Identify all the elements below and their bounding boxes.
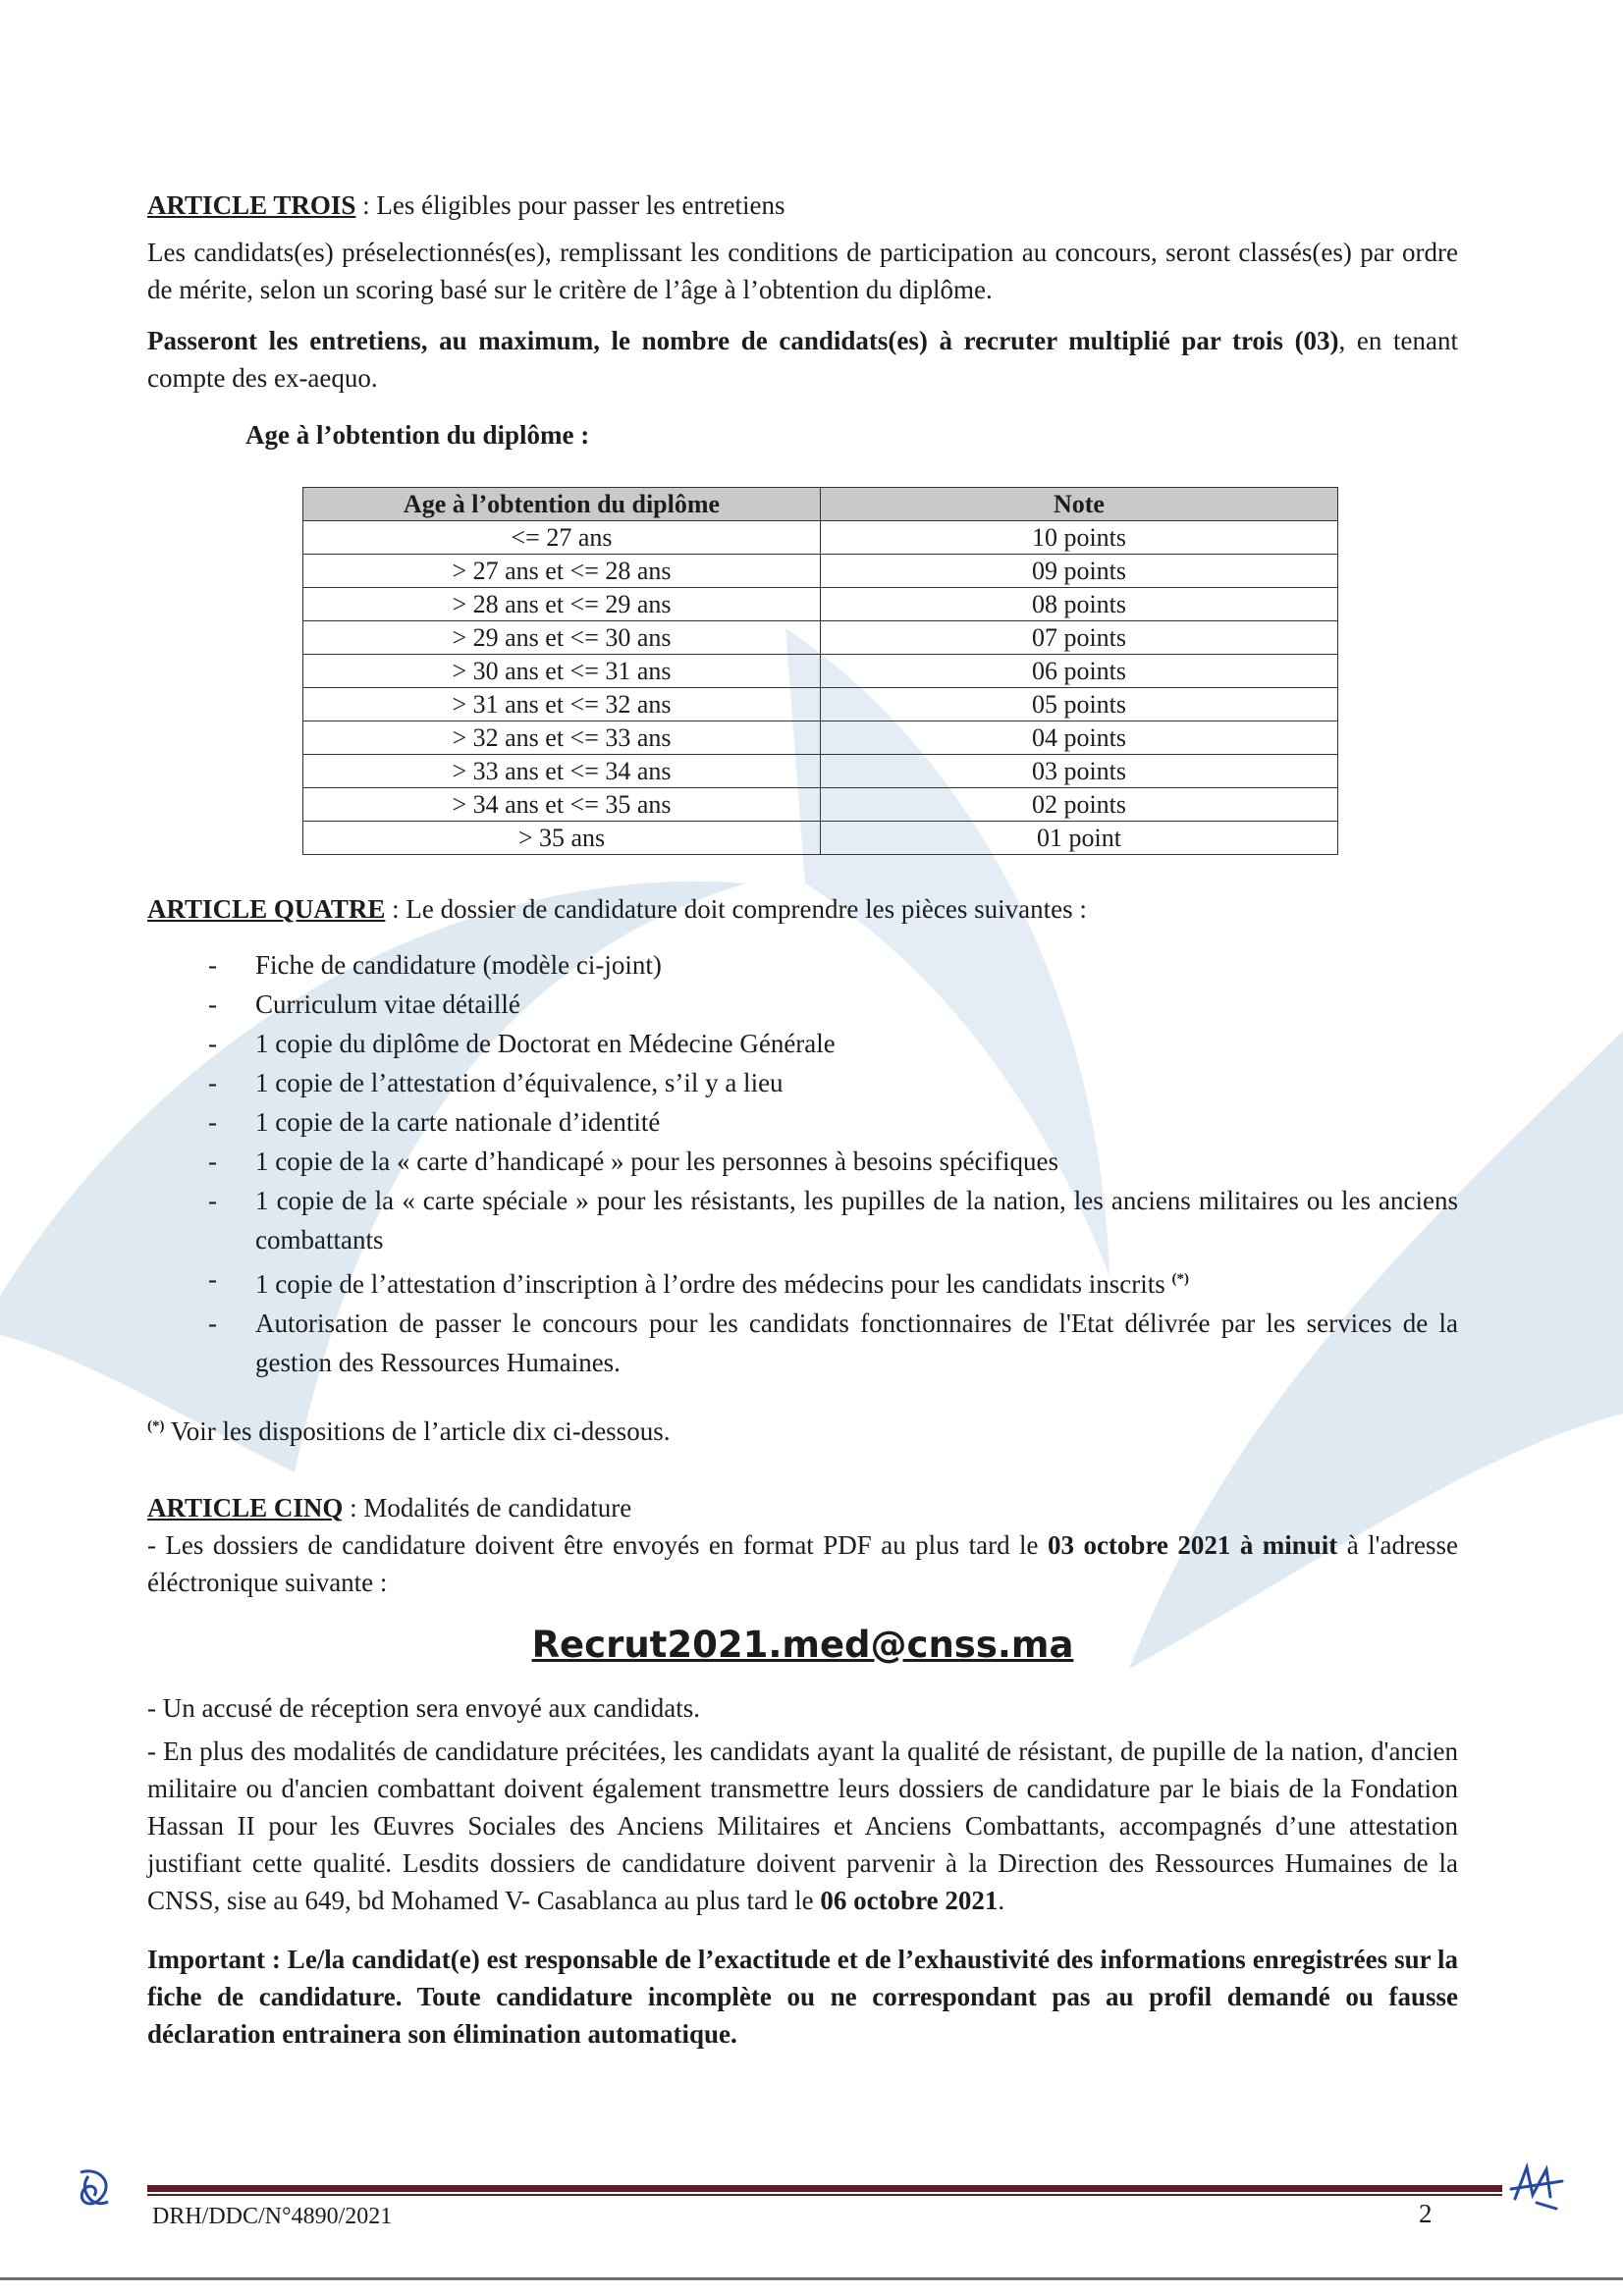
list-item-text: Curriculum vitae détaillé: [255, 989, 520, 1019]
required-documents-list: [147, 945, 1458, 1382]
page-number: 2: [1419, 2199, 1433, 2228]
list-item: [147, 1304, 1458, 1382]
table-row: [303, 755, 1338, 788]
article-3-title: ARTICLE TROIS: [147, 190, 356, 220]
table-header-note: Note: [821, 488, 1338, 521]
list-item-text: 1 copie de la « carte d’handicapé » pour les personnes à besoins spécifiques: [255, 1147, 1058, 1176]
article-3-paragraph-2-rest: , en tenant compte des ex-aequo.: [147, 326, 1458, 393]
table-cell-note: 04 points: [821, 721, 1338, 755]
table-cell-age: > 34 ans et <= 35 ans: [303, 788, 821, 822]
table-cell-note: 08 points: [821, 588, 1338, 621]
list-item-text: 1 copie de la carte nationale d’identité: [255, 1107, 661, 1137]
table-row: [303, 655, 1338, 688]
table-header-age: Age à l’obtention du diplôme: [303, 488, 821, 521]
list-item: [147, 985, 1458, 1024]
list-item: [147, 1181, 1458, 1259]
article-5-paragraph-3: [147, 1733, 1458, 1919]
article-5-title: ARTICLE CINQ: [147, 1493, 344, 1522]
footnote-marker: (*): [147, 1418, 165, 1434]
footer-rule: [147, 2185, 1502, 2192]
table-header-row: [303, 488, 1338, 521]
list-item: [147, 1259, 1458, 1304]
list-item-text: 1 copie du diplôme de Doctorat en Médecine Générale: [255, 1029, 836, 1058]
article-3-heading: [147, 187, 1458, 224]
list-dash: -: [208, 1068, 217, 1097]
document-reference: DRH/DDC/N°4890/2021: [152, 2204, 393, 2229]
footnote-marker: (*): [1171, 1271, 1189, 1287]
table-cell-age: > 32 ans et <= 33 ans: [303, 721, 821, 755]
table-cell-note: 07 points: [821, 621, 1338, 655]
table-cell-note: 05 points: [821, 688, 1338, 721]
list-dash: -: [208, 1308, 217, 1338]
footer-rule-thin: [147, 2194, 1502, 2196]
list-item-text: 1 copie de l’attestation d’équivalence, s’il y a lieu: [255, 1068, 784, 1097]
list-dash: -: [208, 989, 217, 1019]
list-dash: -: [208, 1147, 217, 1176]
list-item: [147, 945, 1458, 985]
table-cell-note: 03 points: [821, 755, 1338, 788]
important-notice: Important : Le/la candidat(e) est responsable de l’exactitude et de l’exhaustivité des informations enregistrées sur la fiche de candidature. Toute candidature incomplète ou ne correspondant pas au profil demandé ou fausse déclaration entrainera son élimination automatique.: [147, 1945, 1458, 2049]
table-cell-age: > 27 ans et <= 28 ans: [303, 555, 821, 588]
article-5-heading: [147, 1489, 1458, 1526]
article-3-paragraph-1: Les candidats(es) préselectionnés(es), remplissant les conditions de participation au concours, seront classés(es) par ordre de mérite, selon un scoring basé sur le critère de l’âge à l’obtention du diplôme.: [147, 238, 1458, 304]
list-item-text: 1 copie de l’attestation d’inscription à l’ordre des médecins pour les candidats inscrits: [255, 1269, 1172, 1299]
table-cell-age: > 31 ans et <= 32 ans: [303, 688, 821, 721]
footnote-text: Voir les dispositions de l’article dix ci-dessous.: [164, 1416, 671, 1446]
article-3-paragraph-2: [147, 322, 1458, 397]
table-cell-note: 09 points: [821, 555, 1338, 588]
list-item-text: 1 copie de la « carte spéciale » pour les résistants, les pupilles de la nation, les anciens militaires ou les anciens combattants: [255, 1186, 1458, 1255]
article-5-paragraph-1: [147, 1526, 1458, 1601]
list-item: [147, 1102, 1458, 1142]
list-item: [147, 1063, 1458, 1102]
cnss-logo-icon: [71, 2164, 120, 2214]
table-row: [303, 521, 1338, 555]
list-item: [147, 1142, 1458, 1181]
article-4-title: ARTICLE QUATRE: [147, 894, 386, 924]
table-cell-age: > 35 ans: [303, 822, 821, 855]
table-cell-note: 06 points: [821, 655, 1338, 688]
article-5-paragraph-3-end: .: [998, 1886, 1005, 1915]
list-dash: -: [208, 1264, 217, 1294]
article-5-heading-text: : Modalités de candidature: [343, 1493, 632, 1522]
table-row: [303, 688, 1338, 721]
table-cell-age: > 28 ans et <= 29 ans: [303, 588, 821, 621]
table-cell-age: <= 27 ans: [303, 521, 821, 555]
article-3-heading-text: : Les éligibles pour passer les entretiens: [355, 190, 785, 220]
article-3-paragraph-2-bold: Passeront les entretiens, au maximum, le nombre de candidats(es) à recruter multiplié par trois (03): [147, 326, 1339, 355]
deadline-date: 03 octobre 2021 à minuit: [1048, 1530, 1338, 1560]
list-dash: -: [208, 950, 217, 980]
table-row: [303, 588, 1338, 621]
second-deadline-date: 06 octobre 2021: [820, 1886, 999, 1915]
article-5-paragraph-3-text: - En plus des modalités de candidature précitées, les candidats ayant la qualité de résistant, de pupille de la nation, d'ancien militaire ou d'ancien combattant doivent également transmettre leurs dossiers de candidature par le biais de la Fondation Hassan II pour les Œuvres Sociales des Anciens Militaires et Anciens Combattants, accompagnés d’une attestation justifiant cette qualité. Lesdits dossiers de candidature doivent parvenir à la Direction des Ressources Humaines de la CNSS, sise au 649, bd Mohamed V- Casablanca au plus tard le: [147, 1736, 1458, 1915]
table-cell-age: > 30 ans et <= 31 ans: [303, 655, 821, 688]
article-5-paragraph-1-end: à l'adresse éléctronique suivante :: [147, 1530, 1459, 1597]
scan-bottom-edge: [0, 2277, 1623, 2280]
handwritten-initials: [1507, 2160, 1566, 2214]
table-row: [303, 788, 1338, 822]
table-cell-age: > 33 ans et <= 34 ans: [303, 755, 821, 788]
age-scoring-table: [302, 487, 1338, 855]
article-5-paragraph-2: - Un accusé de réception sera envoyé aux candidats.: [147, 1693, 700, 1723]
document-body: [147, 187, 1458, 2053]
age-subheading: Age à l’obtention du diplôme :: [245, 420, 590, 450]
article-4-heading: [147, 890, 1458, 928]
list-dash: -: [208, 1029, 217, 1058]
table-cell-note: 10 points: [821, 521, 1338, 555]
footnote: [147, 1408, 1458, 1450]
table-row: [303, 555, 1338, 588]
table-row: [303, 822, 1338, 855]
list-item-text: Autorisation de passer le concours pour les candidats fonctionnaires de l'Etat délivrée par les services de la gestion des Ressources Humaines.: [255, 1308, 1458, 1377]
table-row: [303, 721, 1338, 755]
list-dash: -: [208, 1107, 217, 1137]
table-cell-age: > 29 ans et <= 30 ans: [303, 621, 821, 655]
article-5-paragraph-1-text: - Les dossiers de candidature doivent être envoyés en format PDF au plus tard le: [147, 1530, 1048, 1560]
list-item: [147, 1024, 1458, 1063]
table-cell-note: 01 point: [821, 822, 1338, 855]
application-email[interactable]: Recrut2021.med@cnss.ma: [531, 1624, 1074, 1666]
table-row: [303, 621, 1338, 655]
list-item-text: Fiche de candidature (modèle ci-joint): [255, 950, 662, 980]
table-cell-note: 02 points: [821, 788, 1338, 822]
article-4-heading-text: : Le dossier de candidature doit comprendre les pièces suivantes :: [385, 894, 1087, 924]
list-dash: -: [208, 1186, 217, 1215]
